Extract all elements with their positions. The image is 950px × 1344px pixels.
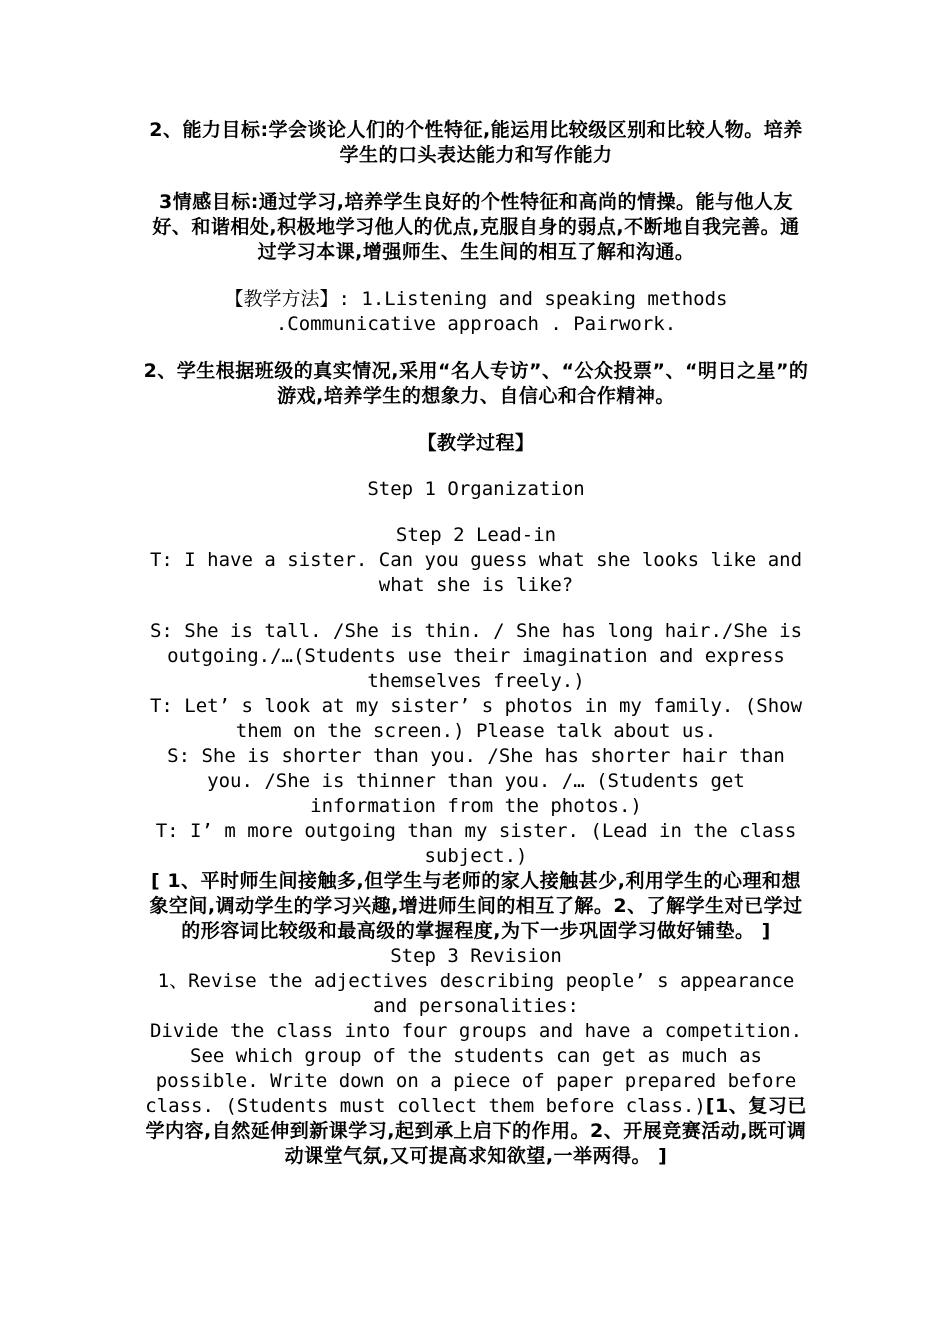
step3-item-1-note: [1、复习已学内容,自然延伸到新课学习,起到承上启下的作用。2、开展竞赛活动,既可调动课堂气氛,又可提高求知欲望,一举两得。 ] [145, 1095, 807, 1167]
teaching-methods: 【教学方法】: 1.Listening and speaking methods .Communicative approach . Pairwork. [224, 288, 728, 335]
step3-item-1: 1、Revise the adjectives describing people’ s appearance and personalities: [157, 970, 795, 1017]
ability-objective: 2、能力目标:学会谈论人们的个性特征,能运用比较级区别和比较人物。培养学生的口头表达能力和写作能力 [149, 119, 803, 166]
emotion-objective: 3情感目标:通过学习,培养学生良好的个性特征和高尚的情操。能与他人友好、和谐相处,积极地学习他人的优点,克服自身的弱点,不断地自我完善。通过学习本课,增强师生、生生间的相互了解和沟通。 [152, 191, 800, 263]
step2-student-line-1: S: She is tall. /She is thin. / She has long hair./She is outgoing./…(Students use their imagination and express themselves freely.) [149, 620, 803, 692]
document-page [143, 118, 809, 1169]
step2-teacher-line-1: T: I have a sister. Can you guess what she looks like and what she is like? [149, 549, 803, 596]
step2-teacher-line-2: T: Let’ s look at my sister’ s photos in my family. (Show them on the screen.) Please talk about us. [149, 695, 803, 742]
step2-title: Step 2 Lead-in [395, 524, 557, 546]
process-heading: 【教学过程】 [417, 432, 535, 454]
step1-title: Step 1 Organization [367, 478, 585, 500]
step3-title: Step 3 Revision [390, 945, 562, 967]
step2-student-line-2: S: She is shorter than you. /She has shorter hair than you. /She is thinner than you. /… (Students get information from the photos.) [167, 745, 785, 817]
step2-teacher-line-3: T: I’ m more outgoing than my sister. (Lead in the class subject.) [155, 820, 797, 867]
teaching-methods-games: 2、学生根据班级的真实情况,采用“名人专访”、“公众投票”、“明日之星”的游戏,培养学生的想象力、自信心和合作精神。 [143, 360, 809, 407]
step2-note: [ 1、平时师生间接触多,但学生与老师的家人接触甚少,利用学生的心理和想象空间,调动学生的学习兴趣,增进师生间的相互了解。2、了解学生对已学过的形容词比较级和最高级的掌握程度,为下一步巩固学习做好铺垫。 ] [149, 870, 803, 942]
step3-item-1-body: Divide the class into four groups and have a competition. See which group of the students can get as much as possible. Write down on a piece of paper prepared before class. (Students must collect them before class.) [145, 1020, 803, 1117]
step3-item-1-text [143, 1019, 809, 1169]
